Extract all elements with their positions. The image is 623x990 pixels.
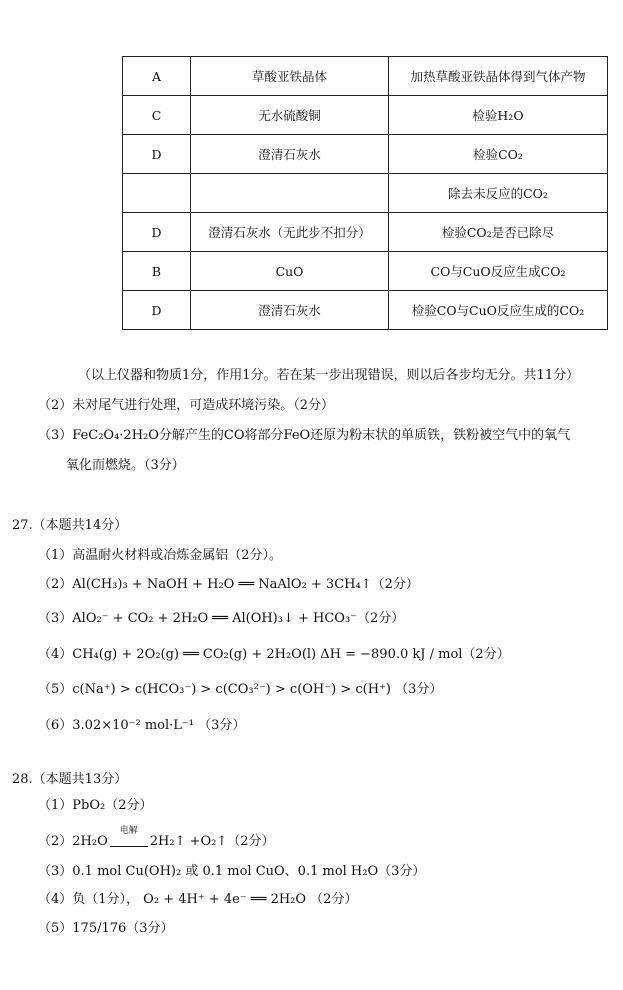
q28-title: 28.（本题共13分） <box>12 772 128 787</box>
table-cell-device: C <box>123 96 191 135</box>
q27-answer-5: （5）c(Na⁺) > c(HCO₃⁻) > c(CO₃²⁻) > c(OH⁻) > c(H⁺) （3分） <box>38 682 443 697</box>
table-row <box>123 174 608 213</box>
table-cell-device: D <box>123 213 191 252</box>
table-cell-purpose: 加热草酸亚铁晶体得到气体产物 <box>389 57 608 96</box>
table-cell-device: A <box>123 57 191 96</box>
q28-answer-2-lhs: （2）2H₂O <box>38 834 108 849</box>
table-cell-purpose: CO与CuO反应生成CO₂ <box>389 252 608 291</box>
q27-answer-1: （1）高温耐火材料或冶炼金属铝（2分）。 <box>38 548 283 563</box>
electrolysis-arrow <box>110 826 148 847</box>
q26-answer-3-line2: 氧化而燃烧。（3分） <box>66 458 185 473</box>
table-row <box>123 291 608 330</box>
table-row <box>123 57 608 96</box>
q27-answer-2: （2）Al(CH₃)₃ + NaOH + H₂O ══ NaAlO₂ + 3CH₄↑（2分） <box>38 577 419 592</box>
q28-answer-2 <box>38 826 275 849</box>
table-cell-device: D <box>123 291 191 330</box>
table-row <box>123 96 608 135</box>
q28-answer-4: （4）负（1分）， O₂ + 4H⁺ + 4e⁻ ══ 2H₂O （2分） <box>38 892 358 907</box>
table-cell-purpose: 检验CO₂ <box>389 135 608 174</box>
q27-title: 27.（本题共14分） <box>12 518 128 533</box>
table-cell-substance <box>191 174 389 213</box>
q27-answer-4: （4）CH₄(g) + 2O₂(g) ══ CO₂(g) + 2H₂O(l) ΔH = −890.0 kJ / mol（2分） <box>38 647 510 662</box>
table-cell-substance: 草酸亚铁晶体 <box>191 57 389 96</box>
table-cell-device: D <box>123 135 191 174</box>
q26-scoring-note: （以上仪器和物质1分，作用1分。若在某一步出现错误，则以后各步均无分。共11分） <box>78 368 580 383</box>
q26-answer-2: （2）未对尾气进行处理，可造成环境污染。（2分） <box>38 398 335 413</box>
q27-answer-6: （6）3.02×10⁻² mol·L⁻¹ （3分） <box>38 718 246 733</box>
answer-table-body <box>123 57 608 330</box>
table-cell-substance: 澄清石灰水 <box>191 291 389 330</box>
table-row <box>123 213 608 252</box>
table-cell-device: B <box>123 252 191 291</box>
table-cell-substance: CuO <box>191 252 389 291</box>
table-cell-purpose: 检验H₂O <box>389 96 608 135</box>
table-cell-purpose: 除去未反应的CO₂ <box>389 174 608 213</box>
table-row <box>123 252 608 291</box>
table-cell-purpose: 检验CO与CuO反应生成的CO₂ <box>389 291 608 330</box>
table-cell-device <box>123 174 191 213</box>
electrolysis-condition: 电解 <box>119 826 138 836</box>
table-cell-purpose: 检验CO₂是否已除尽 <box>389 213 608 252</box>
q26-answer-3-line1: （3）FeC₂O₄·2H₂O分解产生的CO将部分FeO还原为粉末状的单质铁，铁粉被空气中的氧气 <box>38 428 571 443</box>
q28-answer-3: （3）0.1 mol Cu(OH)₂ 或 0.1 mol CuO、0.1 mol H₂O（3分） <box>38 864 426 879</box>
table-cell-substance: 澄清石灰水 <box>191 135 389 174</box>
table-cell-substance: 无水硫酸铜 <box>191 96 389 135</box>
answer-table <box>122 56 608 330</box>
q27-answer-3: （3）AlO₂⁻ + CO₂ + 2H₂O ══ Al(OH)₃↓ + HCO₃⁻（2分） <box>38 611 405 626</box>
q28-answer-5: （5）175/176（3分） <box>38 921 174 936</box>
q28-answer-1: （1）PbO₂（2分） <box>38 798 153 813</box>
table-row <box>123 135 608 174</box>
q28-answer-2-rhs: 2H₂↑ +O₂↑（2分） <box>149 834 275 849</box>
table-cell-substance: 澄清石灰水（无此步不扣分） <box>191 213 389 252</box>
